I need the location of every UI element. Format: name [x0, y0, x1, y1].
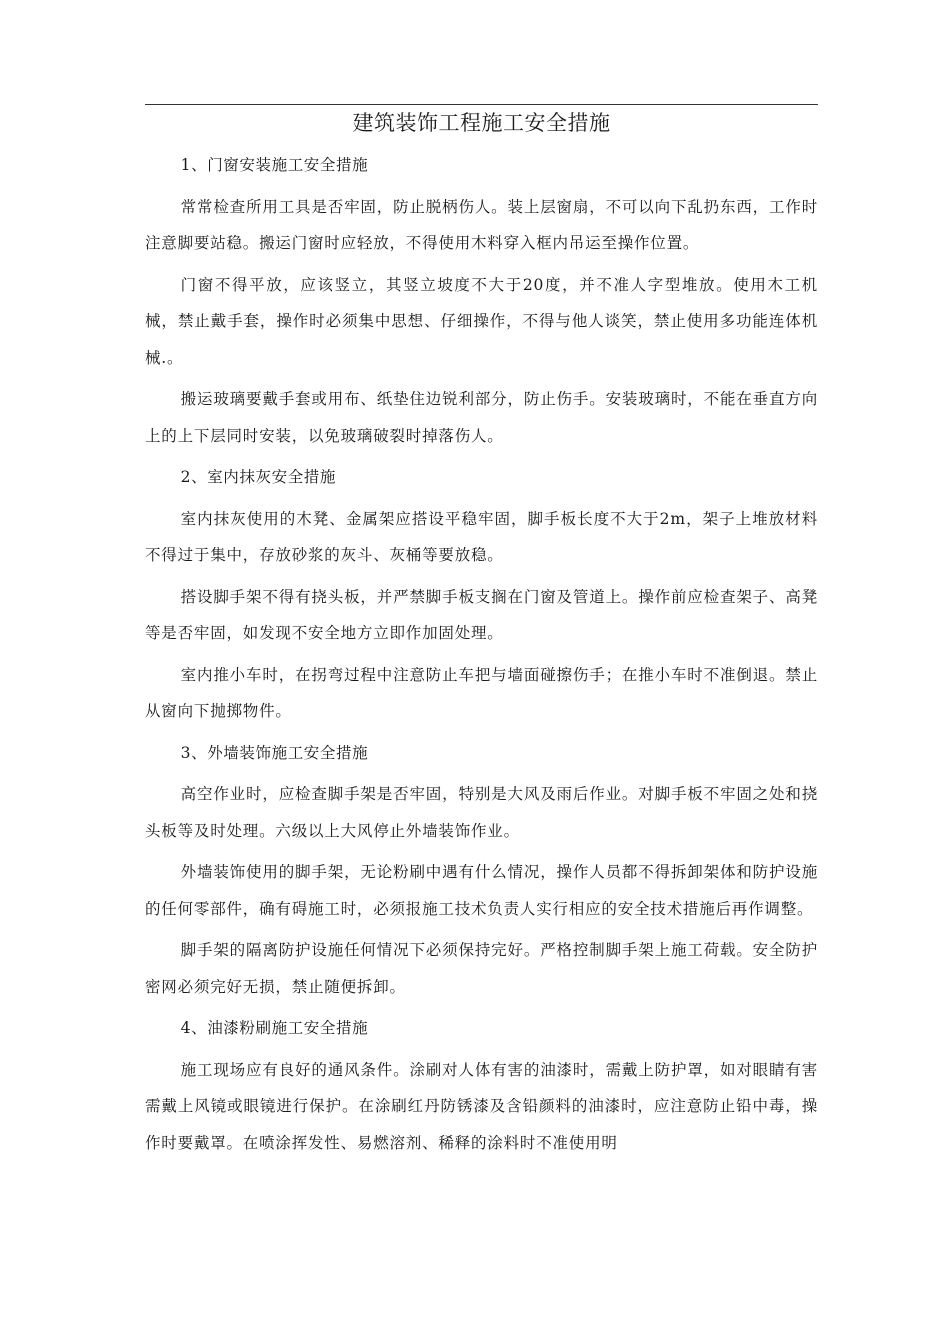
- paragraph: 脚手架的隔离防护设施任何情况下必须保持完好。严格控制脚手架上施工荷载。安全防护密网必须完好无损，禁止随便拆卸。: [145, 941, 818, 996]
- paragraph: 门窗不得平放，应该竖立，其竖立坡度不大于20度，并不准人字型堆放。使用木工机械，禁止戴手套，操作时必须集中思想、仔细操作，不得与他人谈笑，禁止使用多功能连体机械.。: [145, 275, 818, 367]
- paragraph: 室内推小车时，在拐弯过程中注意防止车把与墙面碰擦伤手；在推小车时不准倒退。禁止从窗向下抛掷物件。: [145, 665, 818, 720]
- paragraph: 高空作业时，应检查脚手架是否牢固，特别是大风及雨后作业。对脚手板不牢固之处和挠头板等及时处理。六级以上大风停止外墙装饰作业。: [145, 785, 818, 840]
- header-rule: [145, 104, 818, 105]
- paragraph: 外墙装饰使用的脚手架，无论粉刷中遇有什么情况，操作人员都不得拆卸架体和防护设施的任何零部件，确有碍施工时，必须报施工技术负责人实行相应的安全技术措施后再作调整。: [145, 863, 818, 918]
- section-heading-painting: 4、油漆粉刷施工安全措施: [180, 1019, 369, 1037]
- document-body: [145, 147, 818, 1166]
- paragraph: 搭设脚手架不得有挠头板，并严禁脚手板支搁在门窗及管道上。操作前应检查架子、高凳等是否牢固，如发现不安全地方立即作加固处理。: [145, 587, 818, 642]
- paragraph: 搬运玻璃要戴手套或用布、纸垫住边锐利部分，防止伤手。安装玻璃时，不能在垂直方向上的上下层同时安装，以免玻璃破裂时掉落伤人。: [145, 390, 818, 445]
- paragraph: 常常检查所用工具是否牢固，防止脱柄伤人。装上层窗扇，不可以向下乱扔东西，工作时注意脚要站稳。搬运门窗时应轻放，不得使用木料穿入框内吊运至操作位置。: [145, 197, 818, 252]
- document-title: 建筑装饰工程施工安全措施: [352, 111, 611, 135]
- section-heading-plastering: 2、室内抹灰安全措施: [180, 468, 337, 486]
- paragraph: 室内抹灰使用的木凳、金属架应搭设平稳牢固，脚手板长度不大于2m，架子上堆放材料不得过于集中，存放砂浆的灰斗、灰桶等要放稳。: [145, 509, 818, 564]
- paragraph: 施工现场应有良好的通风条件。涂刷对人体有害的油漆时，需戴上防护罩，如对眼睛有害需戴上风镜或眼镜进行保护。在涂刷红丹防锈漆及含铅颜料的油漆时，应注意防止铅中毒，操作时要戴罩。在喷涂挥发性、易燃溶剂、稀释的涂料时不准使用明: [145, 1060, 818, 1152]
- section-heading-exterior-wall: 3、外墙装饰施工安全措施: [180, 743, 369, 762]
- section-heading-doors-windows: 1、门窗安装施工安全措施: [180, 156, 369, 174]
